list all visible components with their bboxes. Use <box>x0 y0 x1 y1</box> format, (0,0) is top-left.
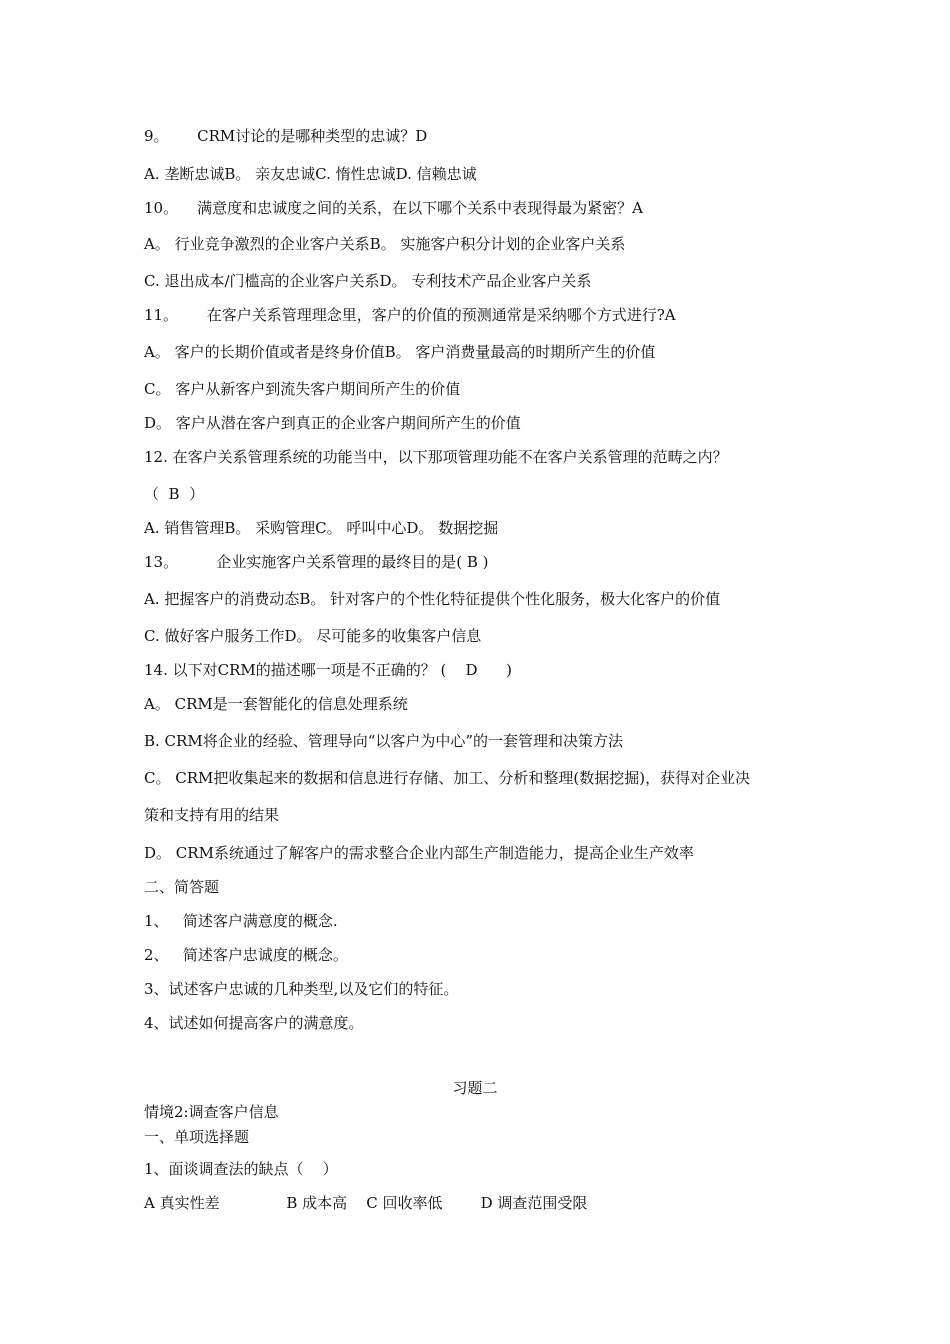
q14-option-c-cont: 策和支持有用的结果 <box>144 806 280 824</box>
single-choice-heading: 一、单项选择题 <box>144 1128 250 1146</box>
q11-options-ab: A。 客户的长期价值或者是终身价值B。 客户消费量最高的时期所产生的价值 <box>144 343 656 361</box>
q9-options: A. 垄断忠诚B。 亲友忠诚C. 惰性忠诚D. 信赖忠诚 <box>144 165 477 183</box>
q9-text: 9。 CRM讨论的是哪种类型的忠诚？D <box>144 127 428 145</box>
scenario-title: 情境2:调查客户信息 <box>144 1103 279 1121</box>
short-answer-4: 4、试述如何提高客户的满意度。 <box>144 1014 364 1032</box>
q1-text: 1、面谈调查法的缺点（ ） <box>144 1160 338 1178</box>
short-answer-heading: 二、简答题 <box>144 878 220 896</box>
q14-text: 14. 以下对CRM的描述哪一项是不正确的？ ( D ) <box>144 661 512 679</box>
q11-option-c: C。 客户从新客户到流失客户期间所产生的价值 <box>144 380 461 398</box>
q14-option-a: A。 CRM是一套智能化的信息处理系统 <box>144 695 408 713</box>
q14-option-d: D。 CRM系统通过了解客户的需求整合企业内部生产制造能力，提高企业生产效率 <box>144 844 694 862</box>
q14-option-b: B. CRM将企业的经验、管理导向“以客户为中心”的一套管理和决策方法 <box>144 732 624 750</box>
q10-options-cd: C. 退出成本/门槛高的企业客户关系D。 专利技术产品企业客户关系 <box>144 272 592 290</box>
q13-text: 13。 企业实施客户关系管理的最终目的是( B ) <box>144 553 489 571</box>
q12-text: 12. 在客户关系管理系统的功能当中，以下那项管理功能不在客户关系管理的范畴之内？ <box>144 448 728 466</box>
q13-options-ab: A. 把握客户的消费动态B。 针对客户的个性化特征提供个性化服务，极大化客户的价值 <box>144 590 721 608</box>
q11-text: 11。 在客户关系管理理念里，客户的价值的预测通常是采纳哪个方式进行?A <box>144 306 676 324</box>
section-title: 习题二 <box>452 1079 498 1097</box>
q1-options: A 真实性差 B 成本高 C 回收率低 D 调查范围受限 <box>144 1194 588 1212</box>
q10-text: 10。 满意度和忠诚度之间的关系，在以下哪个关系中表现得最为紧密？A <box>144 199 643 217</box>
short-answer-2: 2、 简述客户忠诚度的概念。 <box>144 946 348 964</box>
q12-answer: （ B ） <box>144 485 205 503</box>
q11-option-d: D。 客户从潜在客户到真正的企业客户期间所产生的价值 <box>144 414 521 432</box>
q10-options-ab: A。 行业竞争激烈的企业客户关系B。 实施客户积分计划的企业客户关系 <box>144 235 626 253</box>
short-answer-1: 1、 简述客户满意度的概念. <box>144 912 338 930</box>
short-answer-3: 3、试述客户忠诚的几种类型,以及它们的特征。 <box>144 980 459 998</box>
q12-options: A. 销售管理B。 采购管理C。 呼叫中心D。 数据挖掘 <box>144 519 499 537</box>
q14-option-c: C。 CRM把收集起来的数据和信息进行存储、加工、分析和整理(数据挖掘)，获得对企业决 <box>144 769 751 787</box>
q13-options-cd: C. 做好客户服务工作D。 尽可能多的收集客户信息 <box>144 627 482 645</box>
